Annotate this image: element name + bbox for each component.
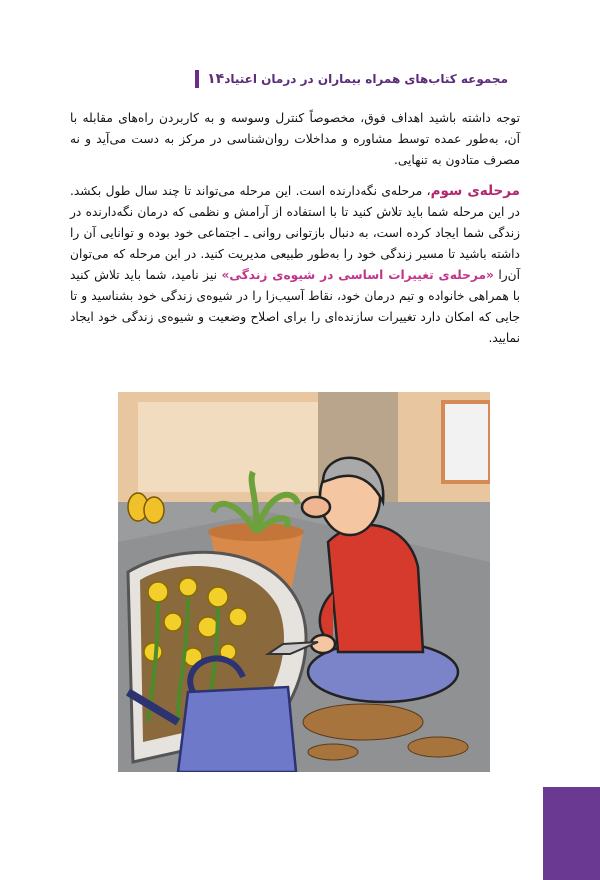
page-corner-tab: [543, 787, 600, 880]
window: [443, 402, 490, 482]
paragraph-2-text-a: ، مرحله‌ی نگه‌دارنده است. این مرحله می‌تواند تا چند سال طول بکشد. در این مرحله شما باید تلاش کنید تا با استفاده از آرامش و نظمی که درمان نگه‌دارنده در زندگی شما ایجاد کرده است، به دنبال بازتوانی روانی ـ اجتماعی خود بوده و توانایی آن را داشته باشید تا مسیر زندگی خود را به‌طور طبیعی مدیریت کنید. در این مرحله که می‌توان آن‌را: [70, 184, 520, 282]
page-number: ۱۴: [207, 71, 225, 87]
page-header: [187, 70, 508, 88]
paragraph-2-text-b: نیز نامید، شما باید تلاش کنید با همراهی خانواده و تیم درمان خود، نقاط آسیب‌زا را در شیوه‌ی زندگی خود بشناسید و تا جایی که امکان دارد تغییرات سازنده‌ای را برای اصلاح وضعیت و شیوه‌ی زندگی خود ایجاد نمایید.: [70, 268, 520, 345]
header-accent-bar: [195, 70, 199, 88]
gardener-shirt: [328, 525, 423, 652]
stage-name-highlight: «مرحله‌ی تغییرات اساسی در شیوه‌ی زندگی»: [221, 268, 494, 282]
paragraph-2: [70, 181, 520, 349]
gardener-nose: [302, 497, 330, 517]
stage-label: مرحله‌ی سوم: [430, 183, 520, 199]
paragraph-1: توجه داشته باشید اهداف فوق، مخصوصاً کنترل وسوسه و به کاربردن راه‌های مقابله با آن، به‌طور عمده توسط مشاوره و مداخلات روان‌شناسی در مرکز به دست می‌آید و نه مصرف متادون به تنهایی.: [70, 111, 520, 167]
wall-panel: [138, 402, 338, 492]
gardening-illustration: [118, 392, 490, 772]
body-text: [70, 108, 520, 359]
book-series-title: مجموعه کتاب‌های همراه بیماران در درمان اعتیاد: [224, 72, 508, 86]
